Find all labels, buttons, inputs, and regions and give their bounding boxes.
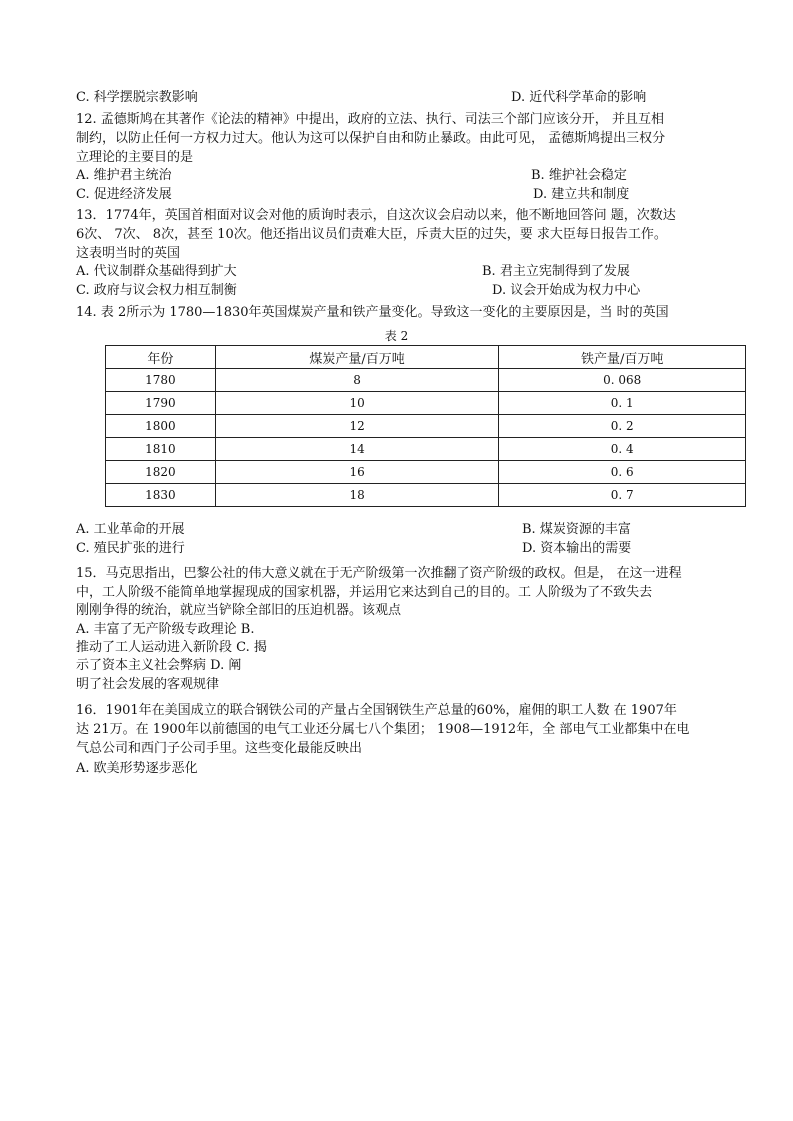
q12-option-c: C. 促进经济发展 [76, 187, 172, 202]
table-row [106, 415, 746, 438]
table-row [106, 392, 746, 415]
q13-stem-line-1: 13．1774年，英国首相面对议会对他的质询时表示，自这次议会启动以来，他不断地回答问 题，次数达 [76, 208, 676, 223]
cell-iron: 0. 7 [499, 484, 746, 507]
q12-stem-line-3: 立理论的主要目的是 [76, 150, 194, 165]
q15-options-line-4: 明了社会发展的客观规律 [76, 677, 220, 692]
cell-coal: 8 [215, 369, 499, 392]
q14-stem: 14. 表 2所示为 1780—1830年英国煤炭产量和铁产量变化。导致这一变化的主要原因是，当 时的英国 [76, 305, 669, 320]
q12-option-b: B. 维护社会稳定 [531, 168, 627, 183]
table-row [106, 369, 746, 392]
cell-coal: 16 [215, 461, 499, 484]
q13-stem-line-2: 6次、 7次、 8次，甚至 10次。他还指出议员们责难大臣，斥责大臣的过失，要 求大臣每日报告工作。 [76, 227, 667, 242]
cell-coal: 10 [215, 392, 499, 415]
q15-stem-line-1: 15．马克思指出，巴黎公社的伟大意义就在于无产阶级第一次推翻了资产阶级的政权。但是， 在这一进程 [76, 566, 682, 581]
cell-coal: 18 [215, 484, 499, 507]
table-caption: 表 2 [384, 329, 409, 343]
cell-year: 1830 [106, 484, 216, 507]
q12-stem-line-2: 制约，以防止任何一方权力过大。他认为这可以保护自由和防止暴政。由此可见， 孟德斯鸠提出三权分 [76, 131, 666, 146]
cell-coal: 12 [215, 415, 499, 438]
cell-year: 1800 [106, 415, 216, 438]
production-table [105, 345, 746, 507]
q13-option-d: D. 议会开始成为权力中心 [492, 283, 641, 298]
q14-option-a: A. 工业革命的开展 [76, 522, 185, 537]
q13-stem-line-3: 这表明当时的英国 [76, 246, 181, 261]
q15-stem-line-3: 刚刚争得的统治，就应当铲除全部旧的压迫机器。该观点 [76, 603, 402, 618]
q13-option-a: A. 代议制群众基础得到扩大 [76, 264, 237, 279]
q14-option-d: D. 资本输出的需要 [522, 541, 632, 556]
cell-coal: 14 [215, 438, 499, 461]
header-year: 年份 [106, 346, 216, 369]
q12-stem-line-1: 12. 孟德斯鸠在其著作《论法的精神》中提出，政府的立法、执行、司法三个部门应该分开， 并且互相 [76, 112, 664, 127]
q16-stem-line-3: 气总公司和西门子公司手里。这些变化最能反映出 [76, 741, 363, 756]
cell-year: 1780 [106, 369, 216, 392]
header-iron: 铁产量/百万吨 [499, 346, 746, 369]
cell-year: 1810 [106, 438, 216, 461]
q13-option-c: C. 政府与议会权力相互制衡 [76, 283, 237, 298]
q16-option-a: A. 欧美形势逐步恶化 [76, 761, 198, 776]
q15-options-line-1: A. 丰富了无产阶级专政理论 B. [76, 622, 255, 637]
cell-iron: 0. 068 [499, 369, 746, 392]
q15-options-line-3: 示了资本主义社会弊病 D. 阐 [76, 658, 242, 673]
table-row [106, 438, 746, 461]
q15-stem-line-2: 中，工人阶级不能简单地掌握现成的国家机器，并运用它来达到自己的目的。工 人阶级为了不致失去 [76, 585, 653, 600]
q14-option-b: B. 煤炭资源的丰富 [522, 522, 631, 537]
q16-stem-line-1: 16．1901年在美国成立的联合钢铁公司的产量占全国钢铁生产总量的60%，雇佣的职工人数 在 1907年 [76, 703, 677, 718]
header-coal: 煤炭产量/百万吨 [215, 346, 499, 369]
q14-option-c: C. 殖民扩张的进行 [76, 541, 185, 556]
q12-option-a: A. 维护君主统治 [76, 168, 172, 183]
cell-iron: 0. 1 [499, 392, 746, 415]
q11-option-d: D. 近代科学革命的影响 [511, 90, 647, 105]
cell-iron: 0. 4 [499, 438, 746, 461]
cell-year: 1820 [106, 461, 216, 484]
q11-option-c: C. 科学摆脱宗教影响 [76, 90, 198, 105]
q13-option-b: B. 君主立宪制得到了发展 [482, 264, 630, 279]
cell-year: 1790 [106, 392, 216, 415]
cell-iron: 0. 2 [499, 415, 746, 438]
q15-options-line-2: 推动了工人运动进入新阶段 C. 揭 [76, 640, 267, 655]
cell-iron: 0. 6 [499, 461, 746, 484]
q16-stem-line-2: 达 21万。在 1900年以前德国的电气工业还分属七八个集团； 1908—1912年，全 部电气工业都集中在电 [76, 722, 690, 737]
table-row [106, 461, 746, 484]
q12-option-d: D. 建立共和制度 [533, 187, 630, 202]
table-row [106, 484, 746, 507]
table-header-row [106, 346, 746, 369]
